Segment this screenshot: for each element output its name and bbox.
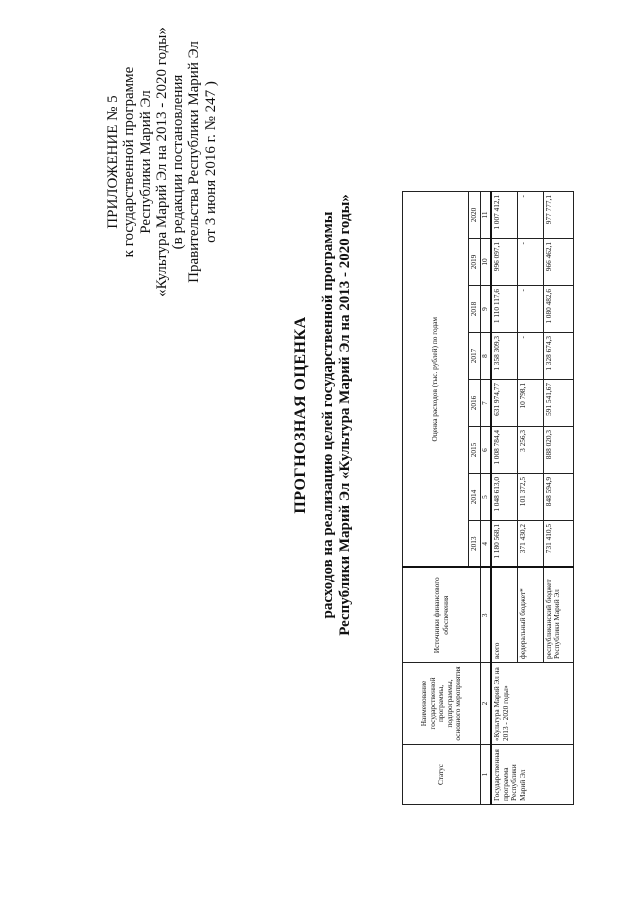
value-cell: 888 020,3: [543, 427, 573, 474]
source-cell: всего: [491, 568, 517, 663]
year-header: 2014: [469, 474, 481, 521]
header-funding-source: Источники финансового обеспечения: [403, 568, 481, 663]
value-cell: 1 048 613,0: [491, 474, 517, 521]
value-cell: 3 256,3: [517, 427, 543, 474]
title-main: ПРОГНОЗНАЯ ОЦЕНКА: [292, 316, 309, 514]
source-cell: республиканский бюджет Республики Марий Эл: [543, 568, 573, 663]
year-header: 2016: [469, 380, 481, 427]
header-status: Статус: [403, 745, 481, 805]
value-cell: 371 430,2: [517, 521, 543, 568]
value-cell: 1 358 309,3: [491, 333, 517, 380]
document-title: [292, 135, 354, 695]
column-number: 6: [481, 427, 492, 474]
value-cell: -: [517, 192, 543, 239]
header-estimate: Оценка расходов (тыс. рублей) по годам: [403, 192, 469, 568]
appendix-number: ПРИЛОЖЕНИЕ № 5: [105, 95, 121, 229]
title-line-2: расходов на реализацию целей государственной программы: [320, 211, 336, 619]
column-number: 3: [481, 568, 492, 663]
appendix-line: «Культура Марий Эл на 2013 - 2020 годы»: [153, 27, 170, 297]
source-cell: федеральный бюджет*: [517, 568, 543, 663]
value-cell: 731 410,5: [543, 521, 573, 568]
year-header: 2020: [469, 192, 481, 239]
value-cell: 10 798,1: [517, 380, 543, 427]
value-cell: 1 080 482,6: [543, 286, 573, 333]
program-name-cell: «Культура Марий Эл на 2013 - 2020 годы»: [491, 663, 573, 745]
value-cell: 591 541,67: [543, 380, 573, 427]
year-header: 2013: [469, 521, 481, 568]
appendix-date-line: от 3 июня 2016 г. № 247 ): [202, 81, 219, 243]
year-header: 2019: [469, 239, 481, 286]
column-number: 8: [481, 333, 492, 380]
column-number: 7: [481, 380, 492, 427]
value-cell: 631 974,77: [491, 380, 517, 427]
value-cell: 1 328 674,3: [543, 333, 573, 380]
program-status-cell: Государственная программа Республики Марий Эл: [491, 745, 573, 805]
value-cell: -: [517, 286, 543, 333]
value-cell: 996 097,1: [491, 239, 517, 286]
year-header: 2015: [469, 427, 481, 474]
value-cell: 1 110 117,6: [491, 286, 517, 333]
value-cell: 848 594,9: [543, 474, 573, 521]
column-number: 4: [481, 521, 492, 568]
value-cell: 977 777,1: [543, 192, 573, 239]
value-cell: -: [517, 333, 543, 380]
column-number: 9: [481, 286, 492, 333]
expenditure-table: [402, 191, 574, 805]
column-number: 5: [481, 474, 492, 521]
appendix-line: Правительства Республики Марий Эл: [186, 41, 203, 283]
table-row-total: [491, 192, 517, 805]
value-cell: 1 008 784,4: [491, 427, 517, 474]
header-program-name: Наименование государственной программы, подпрограммы, основного мероприятия: [403, 663, 481, 745]
appendix-line: к государственной программе: [121, 66, 138, 258]
column-number: 10: [481, 239, 492, 286]
appendix-line: (в редакции постановления: [170, 74, 187, 250]
column-number: 1: [481, 745, 492, 805]
title-line-3: Республики Марий Эл «Культура Марий Эл на 2013 - 2020 годы»: [337, 194, 353, 636]
year-header: 2017: [469, 333, 481, 380]
appendix-line: Республики Марий Эл: [137, 90, 154, 234]
value-cell: 1 007 412,1: [491, 192, 517, 239]
appendix-header: [105, 17, 219, 307]
value-cell: 101 372,5: [517, 474, 543, 521]
value-cell: -: [517, 239, 543, 286]
column-number: 11: [481, 192, 492, 239]
year-header: 2018: [469, 286, 481, 333]
value-cell: 966 462,1: [543, 239, 573, 286]
column-number: 2: [481, 663, 492, 745]
value-cell: 1 180 568,1: [491, 521, 517, 568]
